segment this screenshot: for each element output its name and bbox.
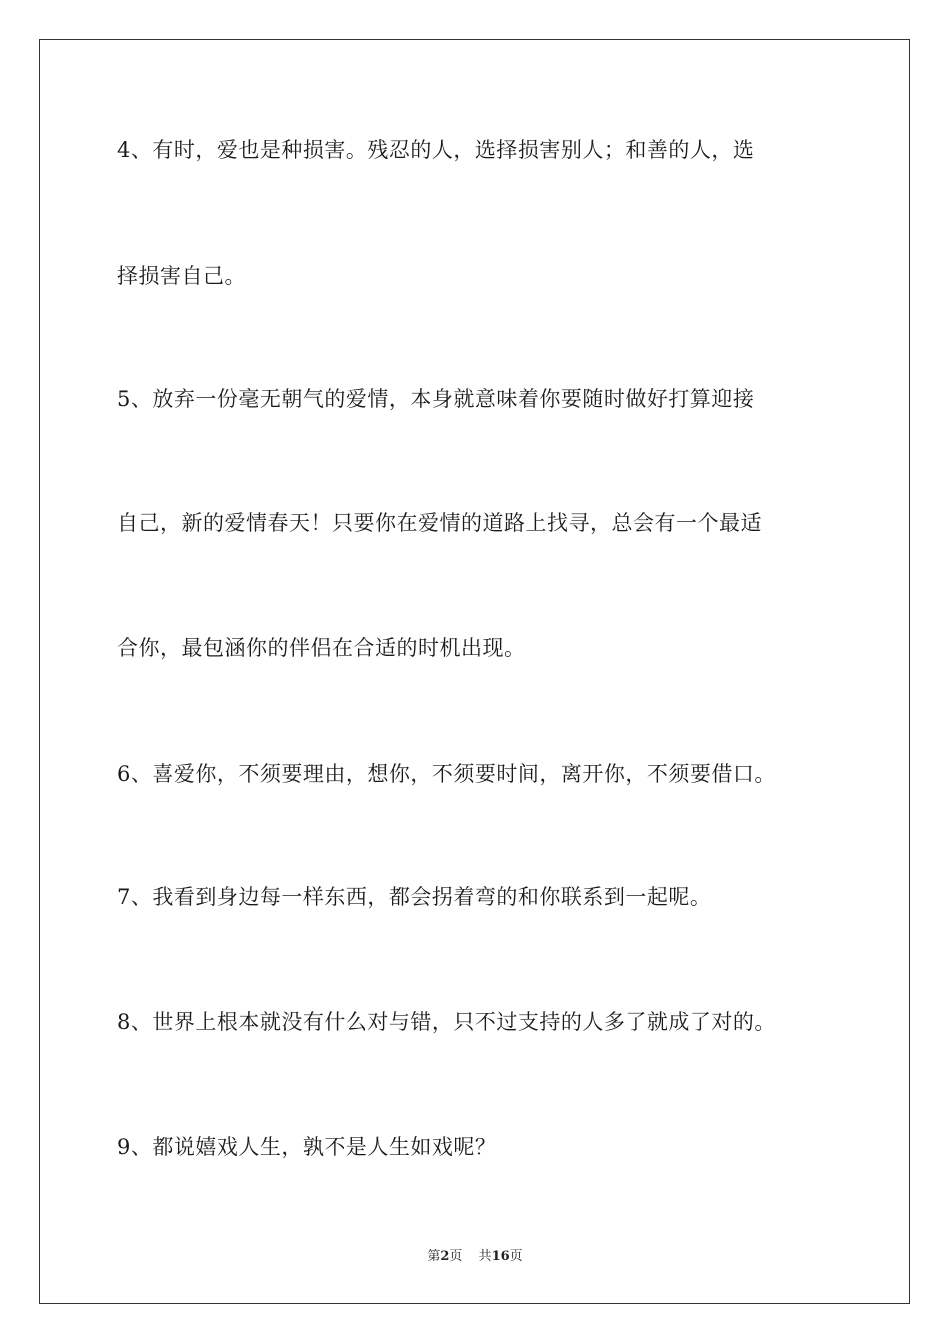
page-border bbox=[39, 39, 910, 1304]
page-footer bbox=[0, 1248, 950, 1266]
page-number: 2 bbox=[440, 1249, 450, 1264]
text-line: 9、都说嬉戏人生，孰不是人生如戏呢？ bbox=[117, 1135, 497, 1159]
text-line: 择损害自己。 bbox=[117, 264, 246, 288]
page-prefix: 第 bbox=[427, 1249, 441, 1264]
text-line: 7、我看到身边每一样东西，都会拐着弯的和你联系到一起呢。 bbox=[117, 885, 712, 909]
total-pages: 16 bbox=[491, 1249, 510, 1264]
page-suffix: 页 bbox=[449, 1249, 463, 1264]
total-indicator bbox=[479, 1249, 523, 1264]
page-indicator bbox=[427, 1249, 462, 1264]
text-line: 自己，新的爱情春天！只要你在爱情的道路上找寻，总会有一个最适 bbox=[117, 511, 762, 535]
total-prefix: 共 bbox=[478, 1249, 492, 1264]
total-suffix: 页 bbox=[509, 1249, 523, 1264]
text-line: 8、世界上根本就没有什么对与错，只不过支持的人多了就成了对的。 bbox=[117, 1010, 776, 1034]
text-line: 6、喜爱你，不须要理由，想你，不须要时间，离开你，不须要借口。 bbox=[117, 762, 776, 786]
text-line: 4、有时，爱也是种损害。残忍的人，选择损害别人；和善的人，选 bbox=[117, 138, 755, 162]
text-line: 5、放弃一份毫无朝气的爱情，本身就意味着你要随时做好打算迎接 bbox=[117, 387, 755, 411]
text-line: 合你，最包涵你的伴侣在合适的时机出现。 bbox=[117, 636, 526, 660]
